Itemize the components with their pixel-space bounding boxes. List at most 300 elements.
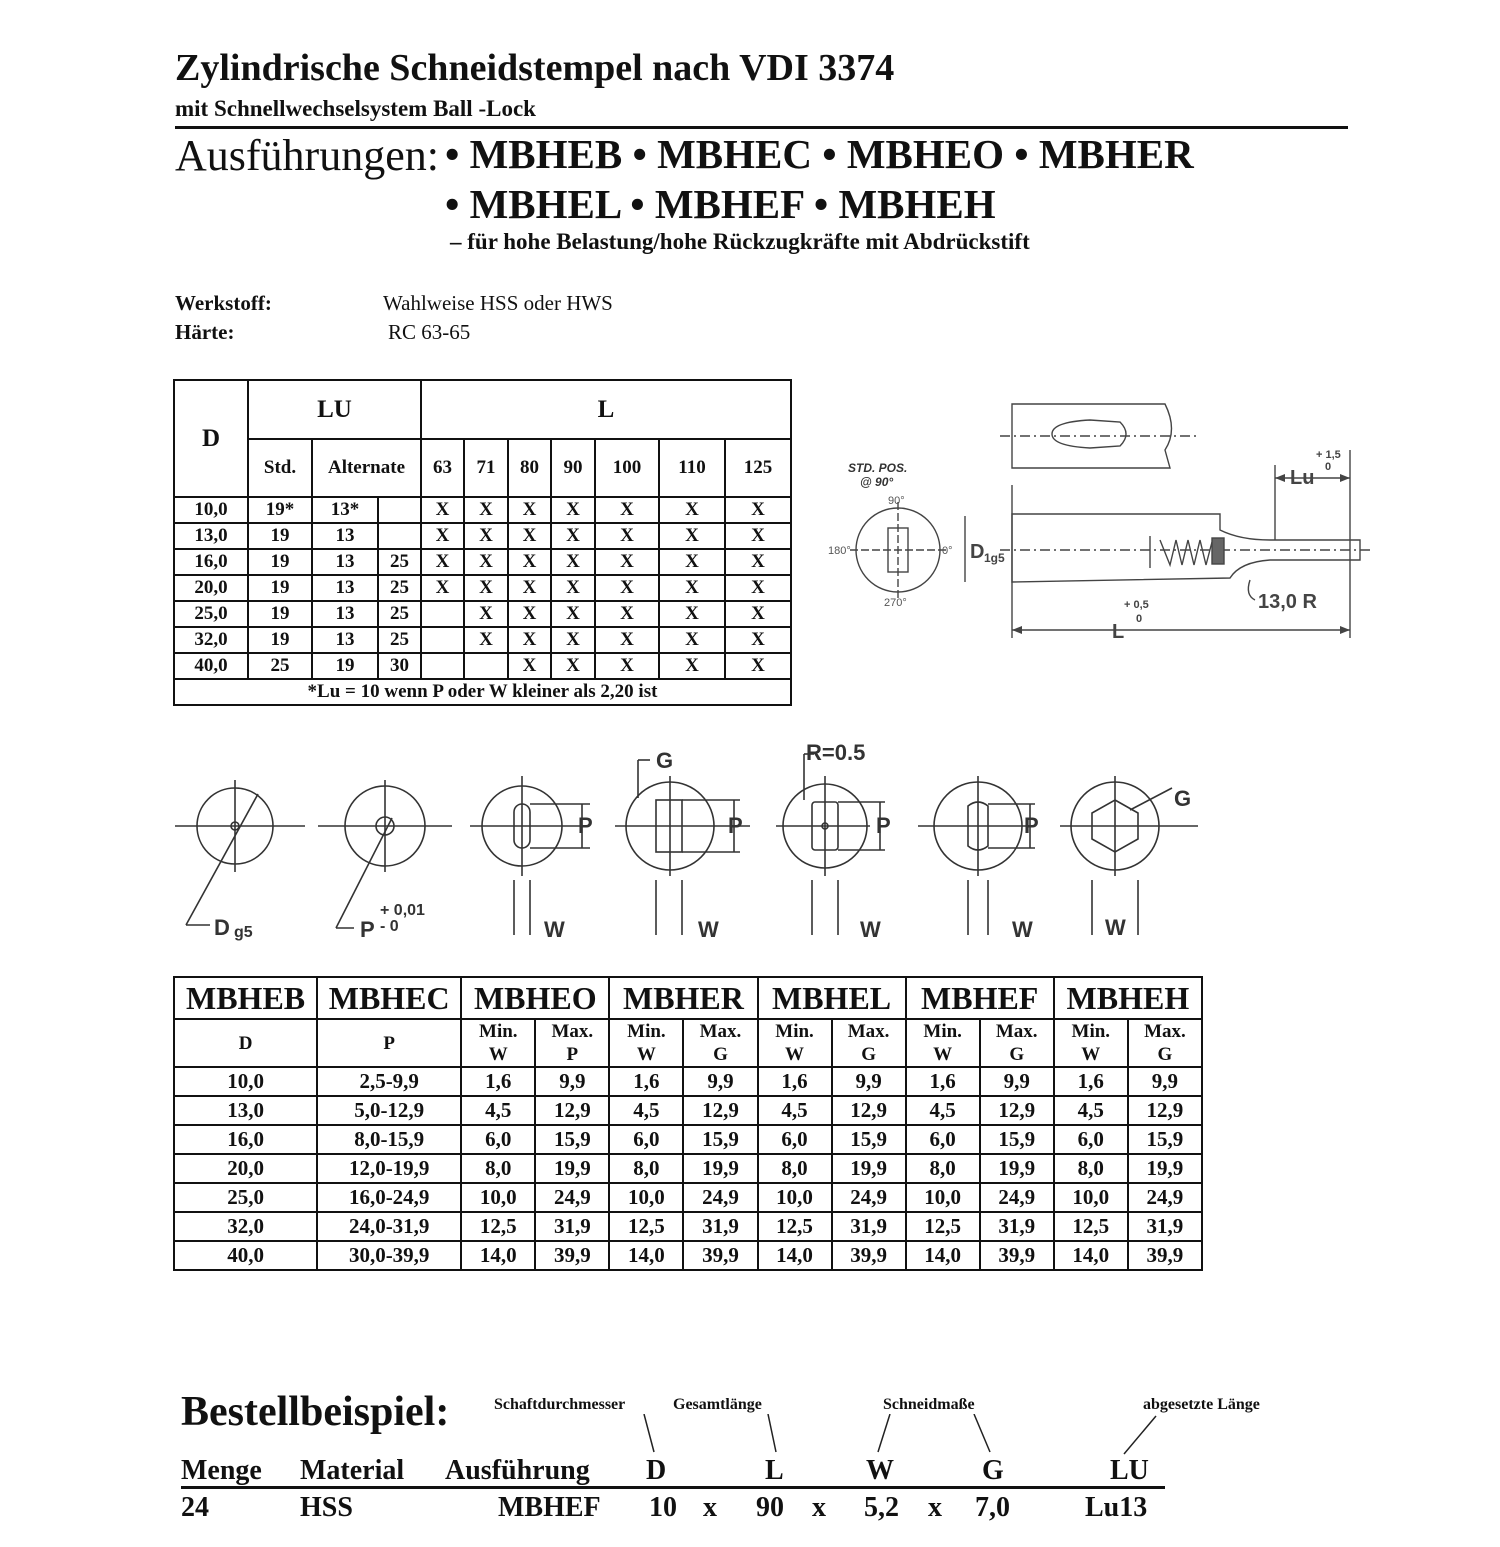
cell-min-w: 6,0 [1054, 1125, 1128, 1154]
cell-max: 19,9 [980, 1154, 1054, 1183]
cell-d: 32,0 [174, 627, 248, 653]
cut-size-table [173, 976, 1203, 1271]
r-label: R=0.5 [806, 740, 866, 765]
cell-l-availability: X [464, 575, 508, 601]
cell-l-availability: X [725, 523, 791, 549]
header-l: L [421, 380, 791, 439]
page-title: Zylindrische Schneidstempel nach VDI 3374 [175, 47, 895, 89]
cell-l-availability: X [508, 497, 551, 523]
radius-label: 13,0 R [1258, 591, 1317, 613]
cell-d: 16,0 [174, 549, 248, 575]
type-mbhef: MBHEF [906, 977, 1054, 1019]
p-label-mbher: P [728, 813, 743, 838]
cell-max: 39,9 [535, 1241, 609, 1270]
cell-max: 12,9 [980, 1096, 1054, 1125]
cell-l-availability: X [551, 601, 595, 627]
cell-d: 25,0 [174, 601, 248, 627]
table-row [174, 523, 791, 549]
header-l-value: 110 [659, 439, 725, 497]
table-row [174, 1067, 1202, 1096]
cell-min-w: 8,0 [461, 1154, 535, 1183]
cell-l-availability: X [595, 601, 659, 627]
cell-l-availability [421, 601, 464, 627]
cell-l-availability: X [659, 627, 725, 653]
cell-p-range: 12,0-19,9 [317, 1154, 461, 1183]
cell-d: 25,0 [174, 1183, 317, 1212]
cell-max: 12,9 [535, 1096, 609, 1125]
cell-l-availability: X [421, 497, 464, 523]
cell-max: 19,9 [1128, 1154, 1202, 1183]
cell-l-availability: X [464, 497, 508, 523]
cell-lu-std: 19 [248, 575, 312, 601]
cell-max: 19,9 [832, 1154, 906, 1183]
p-tol-minus: - 0 [380, 918, 399, 935]
header-lu: LU [248, 380, 421, 439]
table-row [174, 1212, 1202, 1241]
cell-l-availability: X [508, 549, 551, 575]
head-lu: LU [1110, 1455, 1149, 1486]
value-menge: 24 [181, 1492, 209, 1523]
cell-l-availability: X [508, 575, 551, 601]
cell-lu-std: 19 [248, 627, 312, 653]
cell-min-w: 4,5 [1054, 1096, 1128, 1125]
cell-l-availability: X [725, 653, 791, 679]
cell-max: 39,9 [683, 1241, 757, 1270]
cell-min-w: 12,5 [1054, 1212, 1128, 1241]
cell-min-w: 1,6 [1054, 1067, 1128, 1096]
cell-min-w: 1,6 [461, 1067, 535, 1096]
dg5-label: D [214, 915, 230, 940]
cell-max: 15,9 [832, 1125, 906, 1154]
cell-d: 32,0 [174, 1212, 317, 1241]
w-label: W [933, 1044, 953, 1065]
cell-max: 24,9 [1128, 1183, 1202, 1212]
cell-l-availability: X [551, 627, 595, 653]
note-shaft: Schaftdurchmesser [494, 1396, 626, 1413]
cell-min-w: 10,0 [461, 1183, 535, 1212]
cell-lu-alt2: 25 [378, 575, 421, 601]
sub-d: D [174, 1019, 317, 1067]
cell-min-w: 1,6 [758, 1067, 832, 1096]
cell-l-availability: X [508, 627, 551, 653]
w-label: W [1081, 1044, 1101, 1065]
l-tol-minus: 0 [1136, 613, 1143, 625]
cell-max: 24,9 [832, 1183, 906, 1212]
angle-90: 90° [888, 495, 905, 507]
min-label: Min. [1071, 1021, 1111, 1042]
order-rule [181, 1486, 1165, 1489]
std-pos-angle: @ 90° [860, 475, 894, 489]
cell-max: 31,9 [980, 1212, 1054, 1241]
cell-l-availability: X [659, 575, 725, 601]
cell-p-range: 8,0-15,9 [317, 1125, 461, 1154]
cell-min-w: 14,0 [609, 1241, 683, 1270]
cell-d: 20,0 [174, 575, 248, 601]
cell-l-availability: X [551, 653, 595, 679]
cell-max: 19,9 [535, 1154, 609, 1183]
cell-min-w: 1,6 [906, 1067, 980, 1096]
cell-min-w: 10,0 [758, 1183, 832, 1212]
table-row [174, 601, 791, 627]
cell-l-availability: X [659, 653, 725, 679]
cell-lu-alt2: 25 [378, 549, 421, 575]
cell-min-w: 4,5 [609, 1096, 683, 1125]
cell-min-w: 10,0 [609, 1183, 683, 1212]
table-row [174, 549, 791, 575]
lu-tol-minus: 0 [1325, 461, 1332, 473]
p-label-mbhef: P [1024, 813, 1039, 838]
min-label: Min. [479, 1021, 518, 1042]
type-mbhel: MBHEL [758, 977, 906, 1019]
cell-l-availability: X [464, 523, 508, 549]
cell-l-availability: X [551, 523, 595, 549]
cell-p-range: 16,0-24,9 [317, 1183, 461, 1212]
sub-min-w [906, 1019, 980, 1067]
sub-max-g [980, 1019, 1054, 1067]
cell-max: 9,9 [832, 1067, 906, 1096]
cell-d: 13,0 [174, 523, 248, 549]
cell-l-availability: X [595, 575, 659, 601]
w-label: W [785, 1044, 805, 1065]
w-label: W [636, 1044, 656, 1065]
g-label-mbheh: G [1174, 786, 1192, 811]
cell-lu-std: 19 [248, 549, 312, 575]
cell-max: 24,9 [980, 1183, 1054, 1212]
cell-lu-alt2: 25 [378, 627, 421, 653]
l-tol-plus: + 0,5 [1124, 599, 1149, 611]
cell-lu-alt: 13 [312, 601, 378, 627]
cell-max: 15,9 [535, 1125, 609, 1154]
d1g5-label: D [970, 541, 985, 563]
werkstoff-value: Wahlweise HSS oder HWS [383, 291, 613, 315]
table-row [174, 575, 791, 601]
cell-d: 10,0 [174, 1067, 317, 1096]
cell-min-w: 6,0 [461, 1125, 535, 1154]
cell-max: 19,9 [683, 1154, 757, 1183]
cell-min-w: 4,5 [906, 1096, 980, 1125]
ausfuehrungen-line-1: • MBHEB • MBHEC • MBHEO • MBHER [445, 131, 1194, 177]
type-mbheb: MBHEB [174, 977, 317, 1019]
cell-d: 13,0 [174, 1096, 317, 1125]
value-w: 5,2 [864, 1492, 899, 1523]
cell-min-w: 8,0 [609, 1154, 683, 1183]
cell-min-w: 14,0 [461, 1241, 535, 1270]
angle-180: 180° [828, 545, 851, 557]
cell-l-availability: X [659, 523, 725, 549]
order-pointer-lines [600, 1414, 1160, 1460]
cell-min-w: 14,0 [1054, 1241, 1128, 1270]
header-lu-std: Std. [248, 439, 312, 497]
p-tol-label: P [360, 917, 375, 942]
max-label: Max. [699, 1021, 742, 1042]
cell-max: 31,9 [832, 1212, 906, 1241]
cut-size-table-body [174, 1067, 1202, 1270]
table-footnote: *Lu = 10 wenn P oder W kleiner als 2,20 ist [174, 679, 791, 705]
cell-min-w: 10,0 [906, 1183, 980, 1212]
g-label: G [861, 1044, 876, 1065]
value-l: 90 [756, 1492, 784, 1523]
cell-l-availability: X [551, 549, 595, 575]
table-row [174, 1096, 1202, 1125]
g-label: G [713, 1044, 728, 1065]
cell-min-w: 8,0 [1054, 1154, 1128, 1183]
werkstoff-label: Werkstoff: [175, 291, 272, 315]
type-mbheo: MBHEO [461, 977, 609, 1019]
cell-max: 12,9 [1128, 1096, 1202, 1125]
cell-l-availability [464, 653, 508, 679]
w-label-mbheo: W [544, 917, 565, 942]
cell-min-w: 12,5 [758, 1212, 832, 1241]
angle-270: 270° [884, 597, 907, 609]
cell-l-availability: X [508, 523, 551, 549]
note-cut: Schneidmaße [883, 1396, 975, 1413]
lu-l-table-body [174, 497, 791, 679]
haerte-value: RC 63-65 [388, 320, 471, 344]
times-sign: x [703, 1492, 717, 1523]
g-label: G [1009, 1044, 1025, 1065]
type-mbher: MBHER [609, 977, 757, 1019]
table-row [174, 1125, 1202, 1154]
table-row [174, 1241, 1202, 1270]
cell-max: 15,9 [1128, 1125, 1202, 1154]
table-row [174, 627, 791, 653]
type-mbheh: MBHEH [1054, 977, 1202, 1019]
d1g5-sub: 1g5 [984, 551, 1005, 565]
table-row [174, 1183, 1202, 1212]
ausfuehrungen-line-2: • MBHEL • MBHEF • MBHEH [445, 181, 996, 227]
spring-icon [1160, 540, 1212, 565]
sub-min-w [758, 1019, 832, 1067]
cell-lu-alt2 [378, 497, 421, 523]
head-ausfuehrung: Ausführung [445, 1455, 590, 1486]
cell-min-w: 6,0 [758, 1125, 832, 1154]
head-w: W [866, 1455, 894, 1486]
p-label-mbhel: P [876, 813, 891, 838]
value-lu: Lu13 [1085, 1492, 1148, 1523]
cell-l-availability: X [421, 549, 464, 575]
value-ausfuehrung: MBHEF [498, 1492, 601, 1523]
cell-lu-std: 19* [248, 497, 312, 523]
cell-d: 10,0 [174, 497, 248, 523]
cell-lu-alt: 13 [312, 627, 378, 653]
w-label-mbheh: W [1105, 915, 1126, 940]
header-l-value: 63 [421, 439, 464, 497]
cell-l-availability [421, 627, 464, 653]
cell-l-availability: X [595, 497, 659, 523]
cell-min-w: 12,5 [609, 1212, 683, 1241]
cell-l-availability: X [551, 497, 595, 523]
header-d: D [174, 380, 248, 497]
punch-drawing [820, 390, 1380, 650]
cell-min-w: 12,5 [906, 1212, 980, 1241]
header-l-value: 80 [508, 439, 551, 497]
sub-min-w [609, 1019, 683, 1067]
cell-min-w: 10,0 [1054, 1183, 1128, 1212]
cell-p-range: 30,0-39,9 [317, 1241, 461, 1270]
cell-max: 39,9 [1128, 1241, 1202, 1270]
cell-l-availability: X [508, 601, 551, 627]
g-label-mbher: G [656, 748, 674, 773]
cell-min-w: 8,0 [906, 1154, 980, 1183]
table-row [174, 497, 791, 523]
lu-dim-label: Lu [1290, 467, 1315, 489]
cell-lu-alt: 13 [312, 575, 378, 601]
head-d: D [646, 1455, 667, 1486]
cell-min-w: 1,6 [609, 1067, 683, 1096]
cell-max: 12,9 [832, 1096, 906, 1125]
lu-tol-plus: + 1,5 [1316, 449, 1341, 461]
cell-l-availability: X [725, 601, 791, 627]
cell-l-availability: X [508, 653, 551, 679]
cell-l-availability: X [595, 627, 659, 653]
cell-p-range: 24,0-31,9 [317, 1212, 461, 1241]
max-label: Max. [847, 1021, 890, 1042]
cell-d: 40,0 [174, 1241, 317, 1270]
cell-min-w: 14,0 [906, 1241, 980, 1270]
g-label: G [1157, 1044, 1173, 1065]
note-length: Gesamtlänge [673, 1396, 762, 1413]
cell-min-w: 4,5 [461, 1096, 535, 1125]
cell-l-availability: X [725, 497, 791, 523]
p-tol-plus: + 0,01 [380, 902, 425, 919]
cell-lu-alt2: 25 [378, 601, 421, 627]
value-d: 10 [649, 1492, 677, 1523]
l-dim-label: L [1112, 621, 1125, 643]
cell-l-availability: X [464, 549, 508, 575]
cell-max: 39,9 [832, 1241, 906, 1270]
sub-max-g [832, 1019, 906, 1067]
angle-0: 0° [942, 545, 953, 557]
table-row [174, 653, 791, 679]
cell-lu-alt: 13 [312, 523, 378, 549]
sub-max-g [683, 1019, 757, 1067]
cell-max: 39,9 [980, 1241, 1054, 1270]
cell-max: 15,9 [980, 1125, 1054, 1154]
title-rule [175, 126, 1348, 129]
cell-l-availability: X [595, 523, 659, 549]
cell-l-availability: X [421, 523, 464, 549]
value-g: 7,0 [975, 1492, 1010, 1523]
cell-min-w: 12,5 [461, 1212, 535, 1241]
cell-l-availability: X [595, 549, 659, 575]
sub-p: P [317, 1019, 461, 1067]
head-g: G [982, 1455, 1004, 1486]
ball-groove-icon [1052, 420, 1126, 448]
w-label-mbher: W [698, 917, 719, 942]
times-sign: x [928, 1492, 942, 1523]
ausfuehrungen-note: – für hohe Belastung/hohe Rückzugkräfte mit Abdrückstift [450, 229, 1030, 254]
max-label: Max. [1144, 1021, 1186, 1042]
order-example-title: Bestellbeispiel: [181, 1389, 450, 1435]
cell-l-availability: X [551, 575, 595, 601]
cell-lu-alt: 19 [312, 653, 378, 679]
cell-max: 24,9 [683, 1183, 757, 1212]
cell-max: 9,9 [980, 1067, 1054, 1096]
value-material: HSS [300, 1492, 353, 1523]
cell-max: 24,9 [535, 1183, 609, 1212]
header-l-value: 71 [464, 439, 508, 497]
cell-min-w: 14,0 [758, 1241, 832, 1270]
cell-max: 31,9 [1128, 1212, 1202, 1241]
max-label: Max. [995, 1021, 1038, 1042]
header-lu-alternate: Alternate [312, 439, 421, 497]
cell-l-availability: X [659, 549, 725, 575]
cell-max: 9,9 [1128, 1067, 1202, 1096]
sub-min-w [1054, 1019, 1128, 1067]
min-label: Min. [627, 1021, 666, 1042]
sub-max-p [535, 1019, 609, 1067]
cell-p-range: 5,0-12,9 [317, 1096, 461, 1125]
cell-max: 9,9 [535, 1067, 609, 1096]
head-material: Material [300, 1455, 405, 1486]
cell-max: 31,9 [535, 1212, 609, 1241]
cell-lu-std: 19 [248, 601, 312, 627]
cell-l-availability: X [725, 627, 791, 653]
cell-max: 12,9 [683, 1096, 757, 1125]
page-subtitle: mit Schnellwechselsystem Ball -Lock [175, 96, 536, 121]
w-label-mbhel: W [860, 917, 881, 942]
cell-lu-std: 19 [248, 523, 312, 549]
header-l-value: 125 [725, 439, 791, 497]
cell-min-w: 6,0 [906, 1125, 980, 1154]
w-label-mbhef: W [1012, 917, 1033, 942]
cell-min-w: 8,0 [758, 1154, 832, 1183]
cell-l-availability: X [464, 627, 508, 653]
cell-min-w: 4,5 [758, 1096, 832, 1125]
cell-max: 9,9 [683, 1067, 757, 1096]
cell-d: 16,0 [174, 1125, 317, 1154]
cell-l-availability: X [659, 497, 725, 523]
min-label: Min. [775, 1021, 814, 1042]
cell-l-availability: X [725, 575, 791, 601]
sub-min-w [461, 1019, 535, 1067]
note-lu: abgesetzte Länge [1143, 1396, 1260, 1413]
cell-lu-alt2 [378, 523, 421, 549]
haerte-label: Härte: [175, 320, 235, 344]
lu-l-table [173, 379, 792, 706]
w-label: W [488, 1044, 508, 1065]
cell-l-availability [421, 653, 464, 679]
ausfuehrungen-label: Ausführungen: [175, 131, 439, 180]
head-menge: Menge [181, 1455, 262, 1486]
max-label: Max. [551, 1021, 594, 1042]
sub-max-g [1128, 1019, 1202, 1067]
cell-lu-std: 25 [248, 653, 312, 679]
cell-d: 40,0 [174, 653, 248, 679]
cell-l-availability: X [595, 653, 659, 679]
std-pos-label: STD. POS. [848, 461, 908, 475]
type-mbhec: MBHEC [317, 977, 461, 1019]
cell-l-availability: X [421, 575, 464, 601]
header-l-value: 100 [595, 439, 659, 497]
p-label: P [566, 1044, 579, 1065]
times-sign: x [812, 1492, 826, 1523]
cell-l-availability: X [464, 601, 508, 627]
min-label: Min. [923, 1021, 962, 1042]
header-l-value: 90 [551, 439, 595, 497]
table-row [174, 1154, 1202, 1183]
cell-max: 15,9 [683, 1125, 757, 1154]
cell-d: 20,0 [174, 1154, 317, 1183]
cell-lu-alt2: 30 [378, 653, 421, 679]
cell-max: 31,9 [683, 1212, 757, 1241]
cell-l-availability: X [725, 549, 791, 575]
cell-lu-alt: 13* [312, 497, 378, 523]
cell-lu-alt: 13 [312, 549, 378, 575]
head-l: L [765, 1455, 784, 1486]
cell-l-availability: X [659, 601, 725, 627]
profile-drawings [170, 740, 1210, 950]
